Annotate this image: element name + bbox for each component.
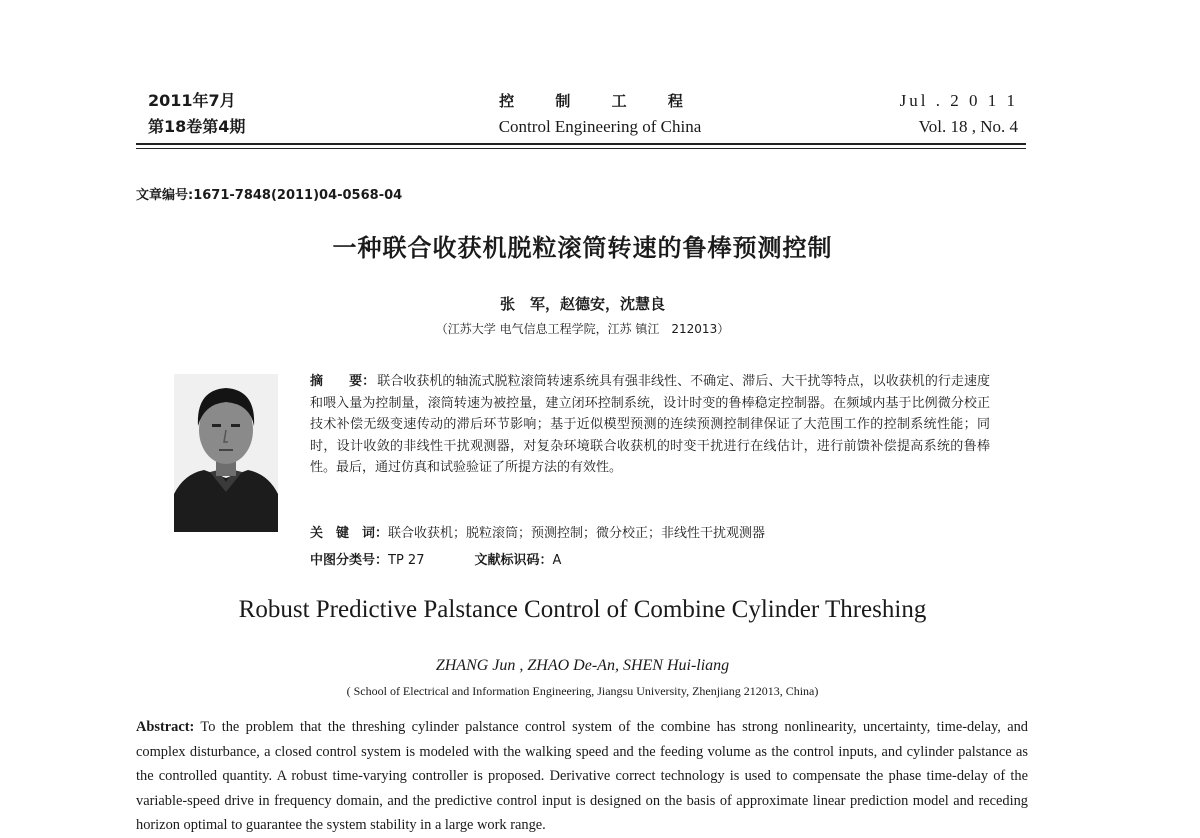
- header-center: [430, 88, 770, 140]
- header-volume-cn: 第18卷第4期: [148, 117, 246, 136]
- abstract-en: [136, 715, 1028, 838]
- keywords-cn: [310, 522, 765, 541]
- header-rule-thick: [136, 143, 1026, 145]
- doc-code-label: 文献标识码：: [474, 553, 553, 568]
- header-date-cn: 2011年7月: [148, 91, 236, 110]
- doc-code-value: A: [552, 553, 562, 568]
- abstract-en-label: Abstract:: [136, 719, 195, 735]
- header-volume-en: Vol. 18 , No. 4: [918, 117, 1018, 136]
- author-photo: [174, 374, 278, 532]
- classification-cn: [310, 549, 561, 568]
- keywords-cn-label: 关 键 词：: [310, 526, 389, 541]
- keywords-cn-text: 联合收获机；脱粒滚筒；预测控制；微分校正；非线性干扰观测器: [388, 526, 766, 541]
- abstract-cn-label: 摘 要：: [310, 374, 376, 389]
- header-right: [900, 88, 1018, 140]
- classification-label: 中图分类号：: [310, 553, 389, 568]
- article-number: 文章编号:1671-7848(2011)04-0568-04: [136, 188, 403, 203]
- header-rule-thin: [136, 148, 1026, 149]
- abstract-en-text: To the problem that the threshing cylinder palstance control system of the combine has strong nonlinearity, uncertainty, time-delay, and complex disturbance, a closed control system is modeled with the walking speed and the feeding volume as the control inputs, and cylinder palstance as the controlled quantity. A robust time-varying controller is proposed. Derivative correct technology is used to compensate the phase time-delay of the variable-speed drive in frequency domain, and the predictive control input is designed on the basis of approximate linear prediction model and receding horizon optimal to guarantee the system stability in a large work range.: [136, 719, 1028, 833]
- abstract-cn-text: 联合收获机的轴流式脱粒滚筒转速系统具有强非线性、不确定、滞后、大干扰等特点，以收获机的行走速度和喂入量为控制量，滚筒转速为被控量，建立闭环控制系统，设计时变的鲁棒稳定控制器。在频域内基于比例微分校正技术补偿无级变速传动的滞后环节影响；基于近似模型预测的连续预测控制律保证了大范围工作的控制系统性能；同时，设计收敛的非线性干扰观测器，对复杂环境联合收获机的时变干扰进行在线估计，进行前馈补偿提高系统的鲁棒性。最后，通过仿真和试验验证了所提方法的有效性。: [310, 374, 990, 475]
- affiliation-en: ( School of Electrical and Information Engineering, Jiangsu University, Zhenjiang 212013, China): [346, 684, 819, 698]
- title-en: Robust Predictive Palstance Control of Combine Cylinder Threshing: [238, 596, 927, 623]
- classification-value: TP 27: [388, 553, 425, 568]
- header-date-en: Jul . 2 0 1 1: [899, 91, 1018, 110]
- abstract-cn: [310, 371, 990, 479]
- authors-en: ZHANG Jun , ZHAO De-An, SHEN Hui-liang: [435, 657, 730, 674]
- author-photo-image: [174, 374, 278, 532]
- header-left: [148, 88, 245, 140]
- journal-name-en: Control Engineering of China: [498, 117, 702, 136]
- affiliation-cn: （江苏大学 电气信息工程学院，江苏 镇江 212013）: [435, 322, 730, 336]
- journal-name-cn: 控 制 工 程: [499, 92, 701, 110]
- title-cn: 一种联合收获机脱粒滚筒转速的鲁棒预测控制: [332, 234, 833, 262]
- authors-cn: 张 军，赵德安，沈慧良: [499, 295, 665, 313]
